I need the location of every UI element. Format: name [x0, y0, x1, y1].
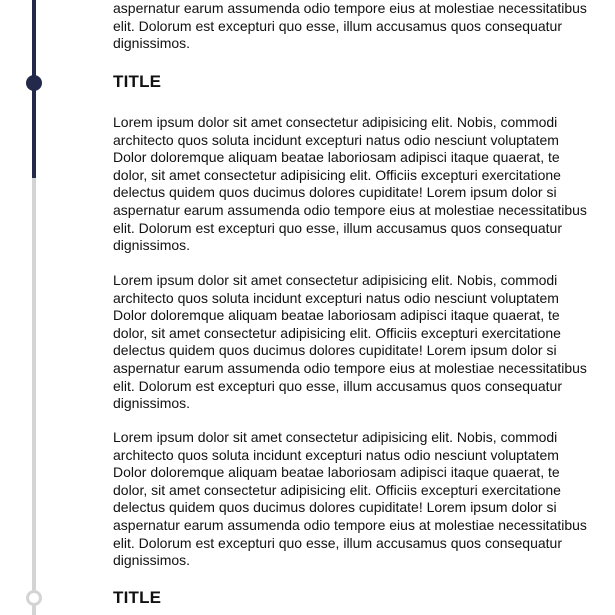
paragraph-line: architecto quos soluta incidunt excepturi natus odio nesciunt voluptatem [113, 446, 559, 463]
section-paragraph [113, 272, 615, 413]
section-title: TITLE [113, 588, 162, 607]
section-paragraph [113, 0, 615, 53]
section-paragraph [113, 114, 615, 255]
timeline-marker-active[interactable] [26, 75, 42, 91]
paragraph-line: aspernatur earum assumenda odio tempore eius at molestiae necessitatibus [113, 0, 587, 16]
paragraph-line: architecto quos soluta incidunt excepturi natus odio nesciunt voluptatem [113, 131, 559, 148]
paragraph-line: Dolor doloremque aliquam beatae laboriosam adipisci itaque quaerat, te [113, 307, 560, 324]
section-paragraph [113, 429, 615, 570]
paragraph-line: aspernatur earum assumenda odio tempore eius at molestiae necessitatibus [113, 516, 587, 533]
paragraph-line: architecto quos soluta incidunt excepturi natus odio nesciunt voluptatem [113, 289, 559, 306]
paragraph-line: dignissimos. [113, 395, 191, 412]
paragraph-line: dolor, sit amet consectetur adipisicing elit. Officiis excepturi exercitatione [113, 481, 561, 498]
paragraph-line: Dolor doloremque aliquam beatae laboriosam adipisci itaque quaerat, te [113, 464, 560, 481]
paragraph-line: Lorem ipsum dolor sit amet consectetur adipisicing elit. Nobis, commodi [113, 114, 558, 130]
paragraph-line: dignissimos. [113, 35, 191, 52]
timeline-marker-inactive[interactable] [26, 590, 42, 606]
paragraph-line: delectus quidem quos ducimus dolores cupiditate! Lorem ipsum dolor si [113, 184, 557, 201]
paragraph-line: aspernatur earum assumenda odio tempore eius at molestiae necessitatibus [113, 201, 587, 218]
paragraph-line: elit. Dolorum est excepturi quo esse, illum accusamus quos consequatur [113, 377, 562, 394]
paragraph-line: Lorem ipsum dolor sit amet consectetur adipisicing elit. Nobis, commodi [113, 429, 558, 445]
paragraph-line: delectus quidem quos ducimus dolores cupiditate! Lorem ipsum dolor si [113, 342, 557, 359]
paragraph-line: delectus quidem quos ducimus dolores cupiditate! Lorem ipsum dolor si [113, 499, 557, 516]
paragraph-line: dignissimos. [113, 552, 191, 569]
section-title: TITLE [113, 72, 162, 91]
paragraph-line: dignissimos. [113, 237, 191, 254]
paragraph-line: dolor, sit amet consectetur adipisicing elit. Officiis excepturi exercitatione [113, 166, 561, 183]
paragraph-line: elit. Dolorum est excepturi quo esse, illum accusamus quos consequatur [113, 17, 562, 34]
paragraph-line: aspernatur earum assumenda odio tempore eius at molestiae necessitatibus [113, 359, 587, 376]
paragraph-line: elit. Dolorum est excepturi quo esse, illum accusamus quos consequatur [113, 219, 562, 236]
paragraph-line: Lorem ipsum dolor sit amet consectetur adipisicing elit. Nobis, commodi [113, 272, 558, 288]
paragraph-line: elit. Dolorum est excepturi quo esse, illum accusamus quos consequatur [113, 534, 562, 551]
paragraph-line: dolor, sit amet consectetur adipisicing elit. Officiis excepturi exercitatione [113, 324, 561, 341]
paragraph-line: Dolor doloremque aliquam beatae laboriosam adipisci itaque quaerat, te [113, 149, 560, 166]
